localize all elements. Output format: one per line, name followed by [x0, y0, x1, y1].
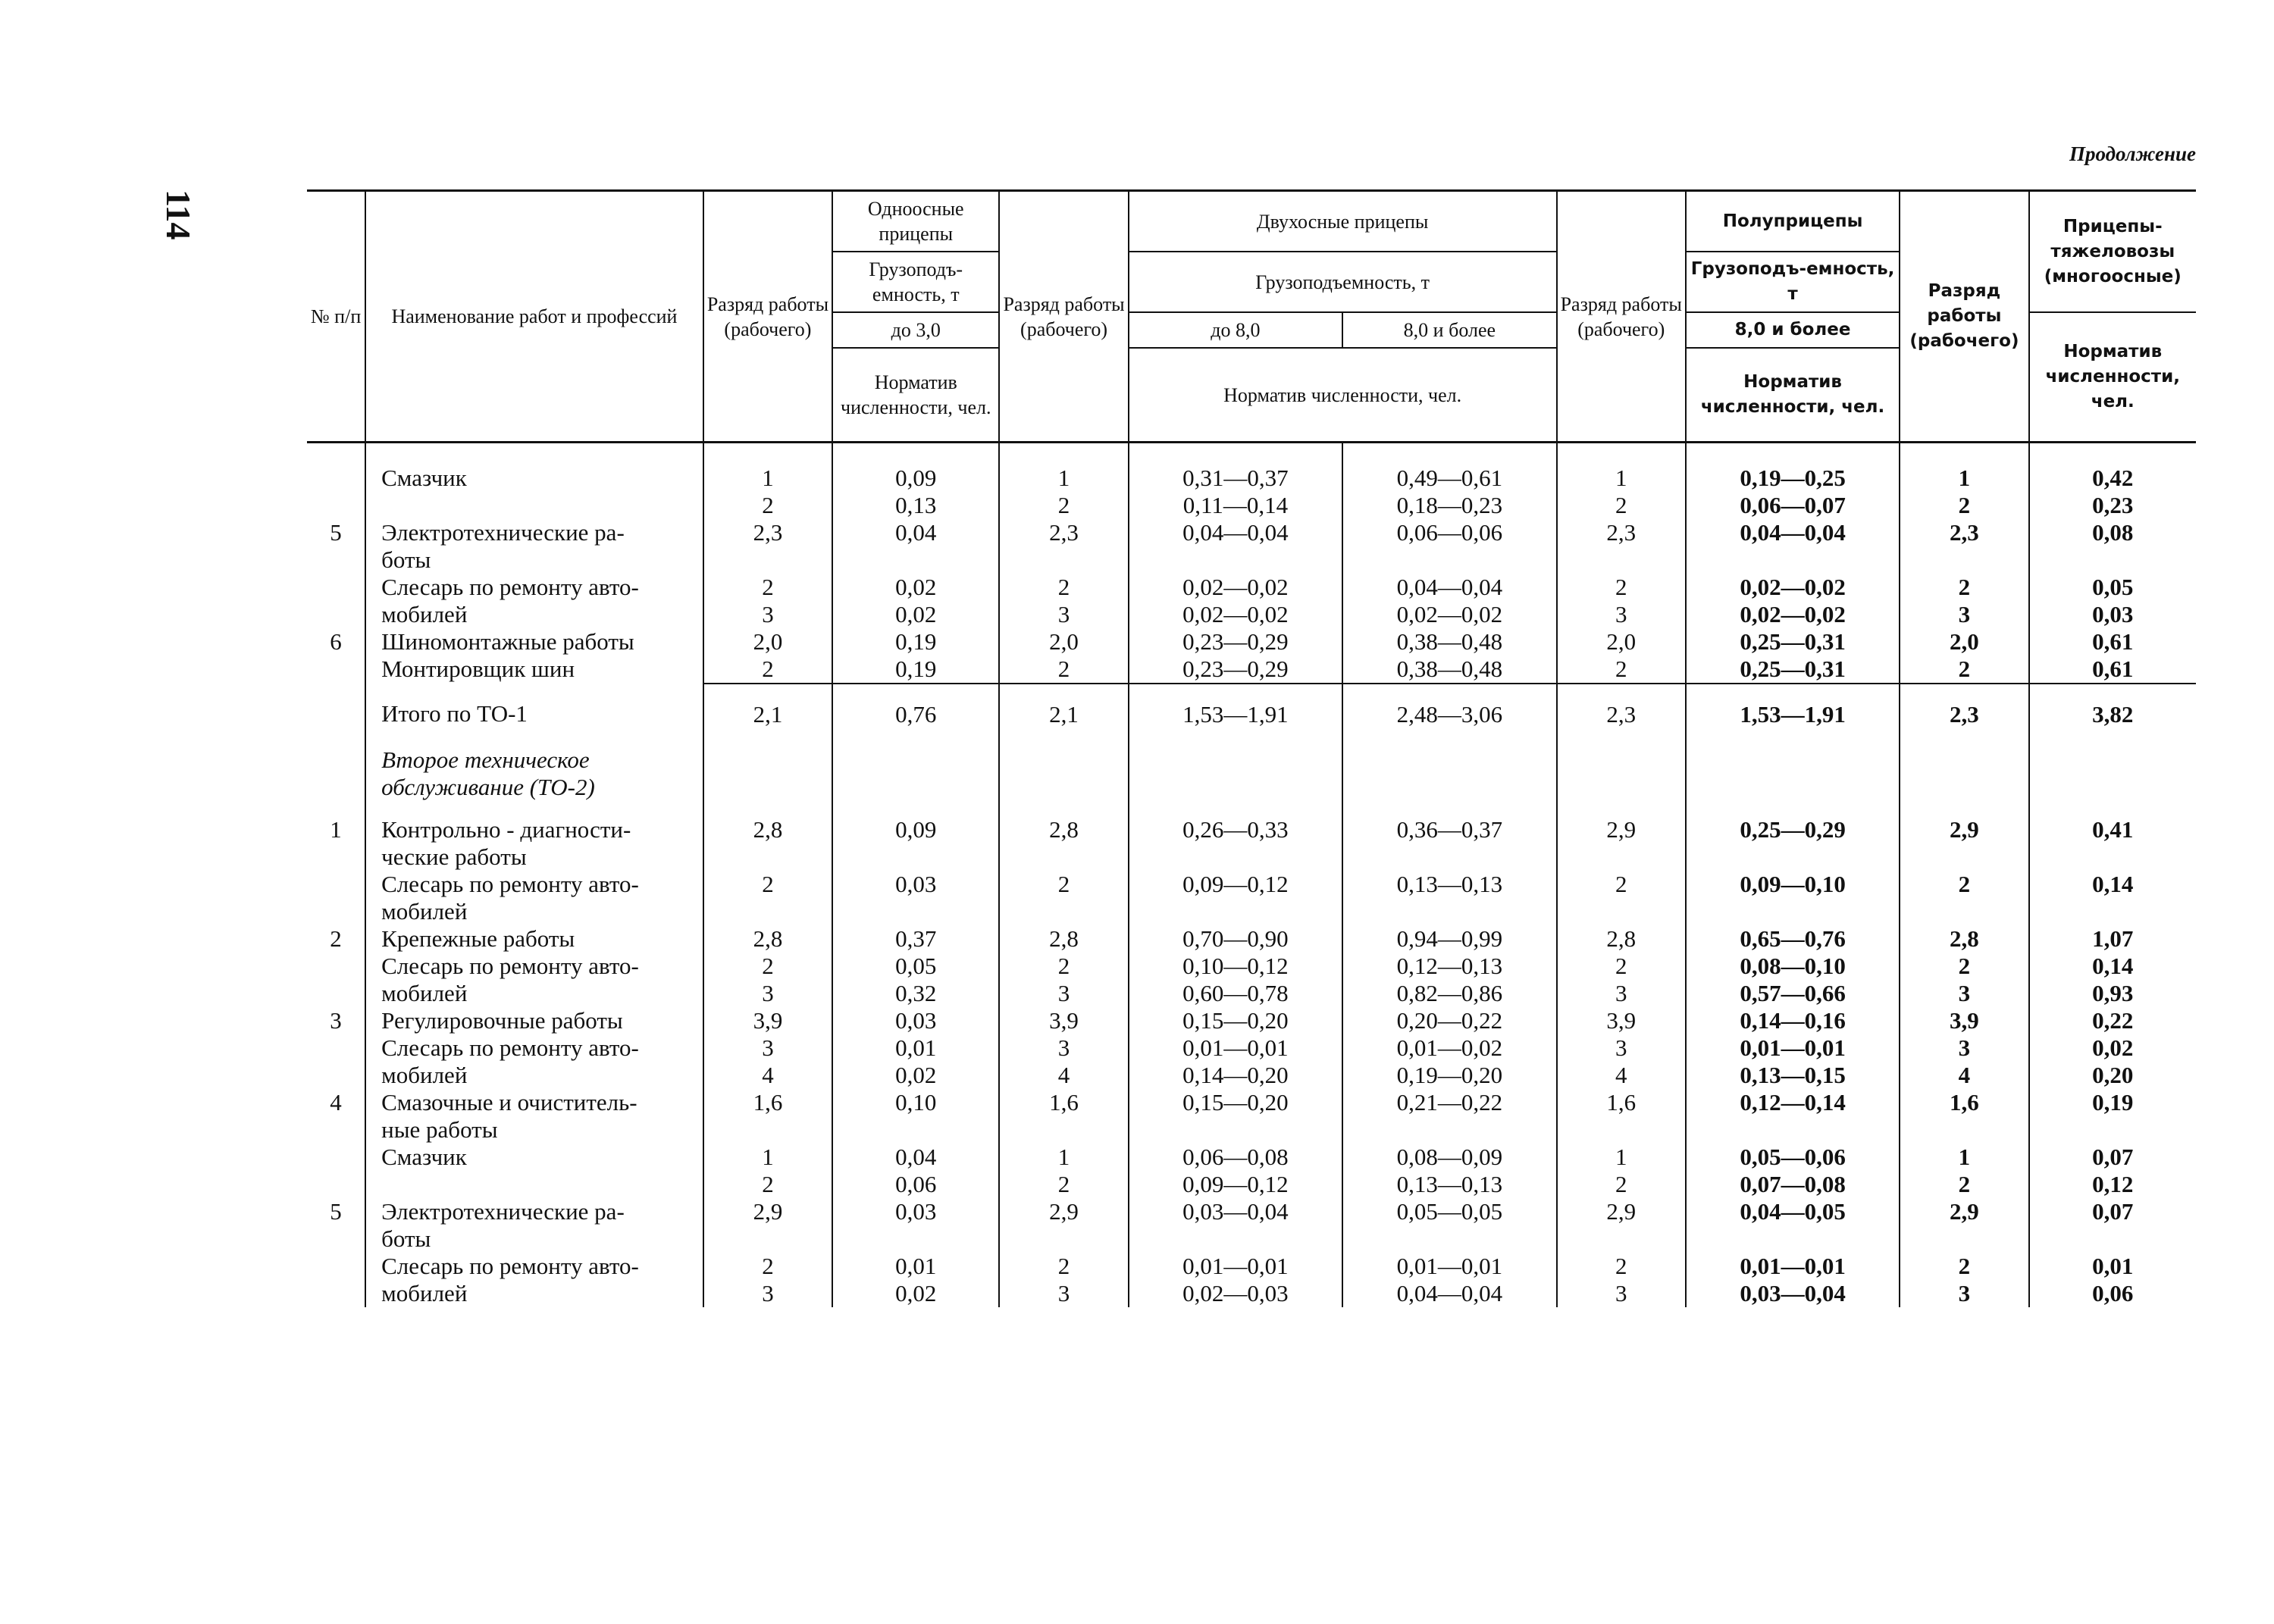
cell-v2: 0,03—0,04: [1129, 1198, 1342, 1253]
row-number: [307, 871, 365, 925]
section-row: [307, 743, 2196, 816]
cell-r3: 2,9: [1557, 816, 1686, 871]
cell-v5: 0,05 0,03: [2029, 574, 2196, 628]
cell-v3: 0,38—0,48: [1342, 628, 1556, 656]
cell-r4: 2: [1900, 871, 2028, 925]
header-semi-range: 8,0 и более: [1686, 312, 1900, 348]
continuation-label: Продолжение: [2069, 142, 2196, 165]
cell-v5: 0,61: [2029, 628, 2196, 656]
cell-r3: 2,0: [1557, 628, 1686, 656]
cell-r3: 3 4: [1557, 1034, 1686, 1089]
page-number: 114: [159, 189, 198, 240]
cell-v1: 0,37: [832, 925, 999, 953]
cell-v3: 0,94—0,99: [1342, 925, 1556, 953]
cell-v4: 0,25—0,31: [1686, 628, 1900, 656]
cell-v5: 0,07 0,12: [2029, 1144, 2196, 1198]
cell-r2: 2,9: [999, 1198, 1128, 1253]
total-v2: 1,53—1,91: [1129, 684, 1342, 743]
cell-v2: 0,01—0,01 0,14—0,20: [1129, 1034, 1342, 1089]
cell-r4: 1,6: [1900, 1089, 2028, 1144]
cell-r2: 1,6: [999, 1089, 1128, 1144]
row-number: 6: [307, 628, 365, 656]
header-rank-4: Разряд работы (рабочего): [1900, 191, 2028, 443]
cell-v4: 0,19—0,25 0,06—0,07: [1686, 443, 1900, 520]
cell-v3: 0,21—0,22: [1342, 1089, 1556, 1144]
cell-r1: 2,3: [703, 519, 832, 574]
cell-empty: [1686, 743, 1900, 816]
cell-v5: 0,02 0,20: [2029, 1034, 2196, 1089]
cell-r4: 2 3: [1900, 1253, 2028, 1307]
cell-v4: 0,01—0,01 0,03—0,04: [1686, 1253, 1900, 1307]
total-v4: 1,53—1,91: [1686, 684, 1900, 743]
cell-v4: 0,14—0,16: [1686, 1007, 1900, 1034]
cell-r2: 3 4: [999, 1034, 1128, 1089]
table-row: [307, 1198, 2196, 1253]
header-heavy-norm: Норматив численности, чел.: [2029, 312, 2196, 443]
cell-r3: 3,9: [1557, 1007, 1686, 1034]
cell-r1: 1 2: [703, 1144, 832, 1198]
cell-v3: 0,04—0,04 0,02—0,02: [1342, 574, 1556, 628]
work-name: Смазчик: [365, 443, 703, 520]
cell-v4: 0,05—0,06 0,07—0,08: [1686, 1144, 1900, 1198]
cell-r4: 3 4: [1900, 1034, 2028, 1089]
total-v5: 3,82: [2029, 684, 2196, 743]
cell-r4: 2: [1900, 656, 2028, 684]
cell-v3: 0,05—0,05: [1342, 1198, 1556, 1253]
cell-v1: 0,04: [832, 519, 999, 574]
work-name: Электротехнические ра- боты: [365, 1198, 703, 1253]
total-row: [307, 684, 2196, 743]
cell-r2: 1 2: [999, 1144, 1128, 1198]
cell-r3: 2 3: [1557, 1253, 1686, 1307]
work-name: Слесарь по ремонту авто- мобилей: [365, 953, 703, 1007]
cell-v2: 0,10—0,12 0,60—0,78: [1129, 953, 1342, 1007]
cell-r3: 2,8: [1557, 925, 1686, 953]
cell-r2: 2 3: [999, 1253, 1128, 1307]
cell-r1: 2,8: [703, 925, 832, 953]
table-row: [307, 1144, 2196, 1198]
cell-v1: 0,09 0,13: [832, 443, 999, 520]
cell-r2: 2 3: [999, 574, 1128, 628]
table-row: [307, 443, 2196, 520]
header-single-norm: Норматив численности, чел.: [832, 348, 999, 443]
work-name: Слесарь по ремонту авто- мобилей: [365, 871, 703, 925]
cell-empty: [1900, 743, 2028, 816]
cell-v4: 0,25—0,29: [1686, 816, 1900, 871]
table-row: [307, 816, 2196, 871]
row-number: 3: [307, 1007, 365, 1034]
work-name: Контрольно - диагности- ческие работы: [365, 816, 703, 871]
header-double-range-1: до 8,0: [1129, 312, 1342, 348]
cell-v3: 0,38—0,48: [1342, 656, 1556, 684]
cell-v5: 0,14 0,93: [2029, 953, 2196, 1007]
row-number: [307, 1253, 365, 1307]
staffing-norms-table: [307, 189, 2196, 1307]
cell-v2: 0,02—0,02 0,02—0,02: [1129, 574, 1342, 628]
row-number: [307, 953, 365, 1007]
header-single-range: до 3,0: [832, 312, 999, 348]
header-double-norm: Норматив численности, чел.: [1129, 348, 1557, 443]
table-row: [307, 1034, 2196, 1089]
cell-v2: 0,06—0,08 0,09—0,12: [1129, 1144, 1342, 1198]
work-name: Монтировщик шин: [365, 656, 703, 684]
header-semi-trailers: Полуприцепы: [1686, 191, 1900, 252]
cell-r1: 2 3: [703, 574, 832, 628]
header-rank-1: Разряд работы (рабочего): [703, 191, 832, 443]
cell-v1: 0,10: [832, 1089, 999, 1144]
work-name: Слесарь по ремонту авто- мобилей: [365, 1253, 703, 1307]
table-row: [307, 953, 2196, 1007]
header-double-range-2: 8,0 и более: [1342, 312, 1556, 348]
table-row: [307, 656, 2196, 684]
cell-r2: 2 3: [999, 953, 1128, 1007]
cell-v2: 0,23—0,29: [1129, 628, 1342, 656]
row-number: 1: [307, 816, 365, 871]
cell-r3: 2 3: [1557, 953, 1686, 1007]
table-row: [307, 574, 2196, 628]
row-number: [307, 1144, 365, 1198]
cell-r4: 2 3: [1900, 953, 2028, 1007]
header-name: Наименование работ и профессий: [365, 191, 703, 443]
table-row: [307, 1007, 2196, 1034]
cell-v3: 0,01—0,01 0,04—0,04: [1342, 1253, 1556, 1307]
cell-r3: 2,9: [1557, 1198, 1686, 1253]
cell-v4: 0,25—0,31: [1686, 656, 1900, 684]
total-r1: 2,1: [703, 684, 832, 743]
cell-empty: [1557, 743, 1686, 816]
cell-v4: 0,09—0,10: [1686, 871, 1900, 925]
cell-v5: 0,07: [2029, 1198, 2196, 1253]
cell-v1: 0,03: [832, 1198, 999, 1253]
work-name: Слесарь по ремонту авто- мобилей: [365, 1034, 703, 1089]
cell-v3: 0,08—0,09 0,13—0,13: [1342, 1144, 1556, 1198]
cell-v4: 0,12—0,14: [1686, 1089, 1900, 1144]
total-r3: 2,3: [1557, 684, 1686, 743]
work-name: Слесарь по ремонту авто- мобилей: [365, 574, 703, 628]
header-rank-2: Разряд работы (рабочего): [999, 191, 1128, 443]
cell-r1: 2,8: [703, 816, 832, 871]
cell-v1: 0,01 0,02: [832, 1253, 999, 1307]
cell-v3: 0,20—0,22: [1342, 1007, 1556, 1034]
cell-r3: 2: [1557, 871, 1686, 925]
work-name: Смазочные и очиститель- ные работы: [365, 1089, 703, 1144]
row-number: 5: [307, 519, 365, 574]
total-label: [365, 684, 703, 743]
cell-r1: 1 2: [703, 443, 832, 520]
total-label-text: Итого по ТО-1: [381, 700, 528, 727]
cell-r3: 1 2: [1557, 443, 1686, 520]
cell-v3: 0,06—0,06: [1342, 519, 1556, 574]
cell-v5: 0,61: [2029, 656, 2196, 684]
cell-v4: 0,65—0,76: [1686, 925, 1900, 953]
table-row: [307, 1253, 2196, 1307]
header-heavy-trailers: Прицепы-тяжеловозы (многоосные): [2029, 191, 2196, 313]
cell-v1: 0,04 0,06: [832, 1144, 999, 1198]
cell-v2: 0,15—0,20: [1129, 1089, 1342, 1144]
header-rank-3: Разряд работы (рабочего): [1557, 191, 1686, 443]
cell-v5: 0,42 0,23: [2029, 443, 2196, 520]
table-row: [307, 1089, 2196, 1144]
work-name: Электротехнические ра- боты: [365, 519, 703, 574]
cell-v1: 0,02 0,02: [832, 574, 999, 628]
row-number: [307, 743, 365, 816]
cell-v5: 0,41: [2029, 816, 2196, 871]
cell-r2: 2,3: [999, 519, 1128, 574]
total-r2: 2,1: [999, 684, 1128, 743]
cell-r1: 3,9: [703, 1007, 832, 1034]
cell-r4: 2,3: [1900, 519, 2028, 574]
cell-empty: [2029, 743, 2196, 816]
cell-r3: 1 2: [1557, 1144, 1686, 1198]
cell-empty: [999, 743, 1128, 816]
cell-v2: 0,04—0,04: [1129, 519, 1342, 574]
cell-v4: 0,04—0,04: [1686, 519, 1900, 574]
cell-r2: 2: [999, 656, 1128, 684]
total-v3: 2,48—3,06: [1342, 684, 1556, 743]
cell-r4: 2,8: [1900, 925, 2028, 953]
cell-v1: 0,03: [832, 871, 999, 925]
cell-v3: 0,49—0,61 0,18—0,23: [1342, 443, 1556, 520]
cell-r1: 2: [703, 871, 832, 925]
row-number: 4: [307, 1089, 365, 1144]
cell-r3: 2,3: [1557, 519, 1686, 574]
cell-v2: 0,23—0,29: [1129, 656, 1342, 684]
table-row: [307, 628, 2196, 656]
cell-v1: 0,09: [832, 816, 999, 871]
cell-r1: 2,9: [703, 1198, 832, 1253]
cell-r1: 2: [703, 656, 832, 684]
header-double-axle: Двухосные прицепы: [1129, 191, 1557, 252]
cell-r4: 1 2: [1900, 1144, 2028, 1198]
row-number: [307, 1034, 365, 1089]
cell-r3: 2 3: [1557, 574, 1686, 628]
cell-v3: 0,01—0,02 0,19—0,20: [1342, 1034, 1556, 1089]
row-number: [307, 656, 365, 684]
cell-r1: 2,0: [703, 628, 832, 656]
cell-v4: 0,04—0,05: [1686, 1198, 1900, 1253]
cell-v1: 0,19: [832, 628, 999, 656]
work-name: Крепежные работы: [365, 925, 703, 953]
header-num: № п/п: [307, 191, 365, 443]
cell-r3: 1,6: [1557, 1089, 1686, 1144]
cell-v5: 0,22: [2029, 1007, 2196, 1034]
cell-v5: 0,08: [2029, 519, 2196, 574]
cell-r4: 2,9: [1900, 816, 2028, 871]
table-row: [307, 519, 2196, 574]
cell-v1: 0,19: [832, 656, 999, 684]
cell-v2: 0,70—0,90: [1129, 925, 1342, 953]
cell-empty: [832, 743, 999, 816]
cell-v5: 1,07: [2029, 925, 2196, 953]
header-single-capacity: Грузоподъ-емность, т: [832, 252, 999, 312]
cell-r2: 1 2: [999, 443, 1128, 520]
row-number: 2: [307, 925, 365, 953]
cell-v4: 0,01—0,01 0,13—0,15: [1686, 1034, 1900, 1089]
work-name: Шиномонтажные работы: [365, 628, 703, 656]
cell-empty: [1342, 743, 1556, 816]
cell-v4: 0,08—0,10 0,57—0,66: [1686, 953, 1900, 1007]
cell-v1: 0,01 0,02: [832, 1034, 999, 1089]
cell-r2: 2,0: [999, 628, 1128, 656]
cell-r4: 1 2: [1900, 443, 2028, 520]
section-title: Второе техническое обслуживание (ТО-2): [365, 743, 703, 816]
cell-v3: 0,12—0,13 0,82—0,86: [1342, 953, 1556, 1007]
cell-r2: 2,8: [999, 816, 1128, 871]
header-semi-capacity: Грузоподъ-емность, т: [1686, 252, 1900, 312]
cell-v1: 0,03: [832, 1007, 999, 1034]
table-row: [307, 871, 2196, 925]
cell-v2: 0,01—0,01 0,02—0,03: [1129, 1253, 1342, 1307]
cell-r2: 3,9: [999, 1007, 1128, 1034]
table-row: [307, 925, 2196, 953]
cell-v5: 0,14: [2029, 871, 2196, 925]
cell-r1: 3 4: [703, 1034, 832, 1089]
cell-v2: 0,09—0,12: [1129, 871, 1342, 925]
cell-v5: 0,19: [2029, 1089, 2196, 1144]
work-name: Регулировочные работы: [365, 1007, 703, 1034]
cell-v3: 0,36—0,37: [1342, 816, 1556, 871]
cell-r3: 2: [1557, 656, 1686, 684]
row-number: 5: [307, 1198, 365, 1253]
cell-r4: 2 3: [1900, 574, 2028, 628]
total-v1: 0,76: [832, 684, 999, 743]
cell-v5: 0,01 0,06: [2029, 1253, 2196, 1307]
cell-r4: 2,9: [1900, 1198, 2028, 1253]
cell-v2: 0,26—0,33: [1129, 816, 1342, 871]
cell-v1: 0,05 0,32: [832, 953, 999, 1007]
cell-v4: 0,02—0,02 0,02—0,02: [1686, 574, 1900, 628]
cell-r2: 2,8: [999, 925, 1128, 953]
cell-r4: 2,0: [1900, 628, 2028, 656]
cell-empty: [1129, 743, 1342, 816]
cell-r2: 2: [999, 871, 1128, 925]
row-number: [307, 684, 365, 743]
cell-r4: 3,9: [1900, 1007, 2028, 1034]
header-semi-norm: Норматив численности, чел.: [1686, 348, 1900, 443]
cell-r1: 2 3: [703, 953, 832, 1007]
total-r4: 2,3: [1900, 684, 2028, 743]
row-number: [307, 443, 365, 520]
cell-v2: 0,31—0,37 0,11—0,14: [1129, 443, 1342, 520]
header-single-axle: Одноосные прицепы: [832, 191, 999, 252]
cell-r1: 2 3: [703, 1253, 832, 1307]
cell-empty: [703, 743, 832, 816]
cell-v2: 0,15—0,20: [1129, 1007, 1342, 1034]
cell-r1: 1,6: [703, 1089, 832, 1144]
row-number: [307, 574, 365, 628]
work-name: Смазчик: [365, 1144, 703, 1198]
cell-v3: 0,13—0,13: [1342, 871, 1556, 925]
header-double-capacity: Грузоподъемность, т: [1129, 252, 1557, 312]
